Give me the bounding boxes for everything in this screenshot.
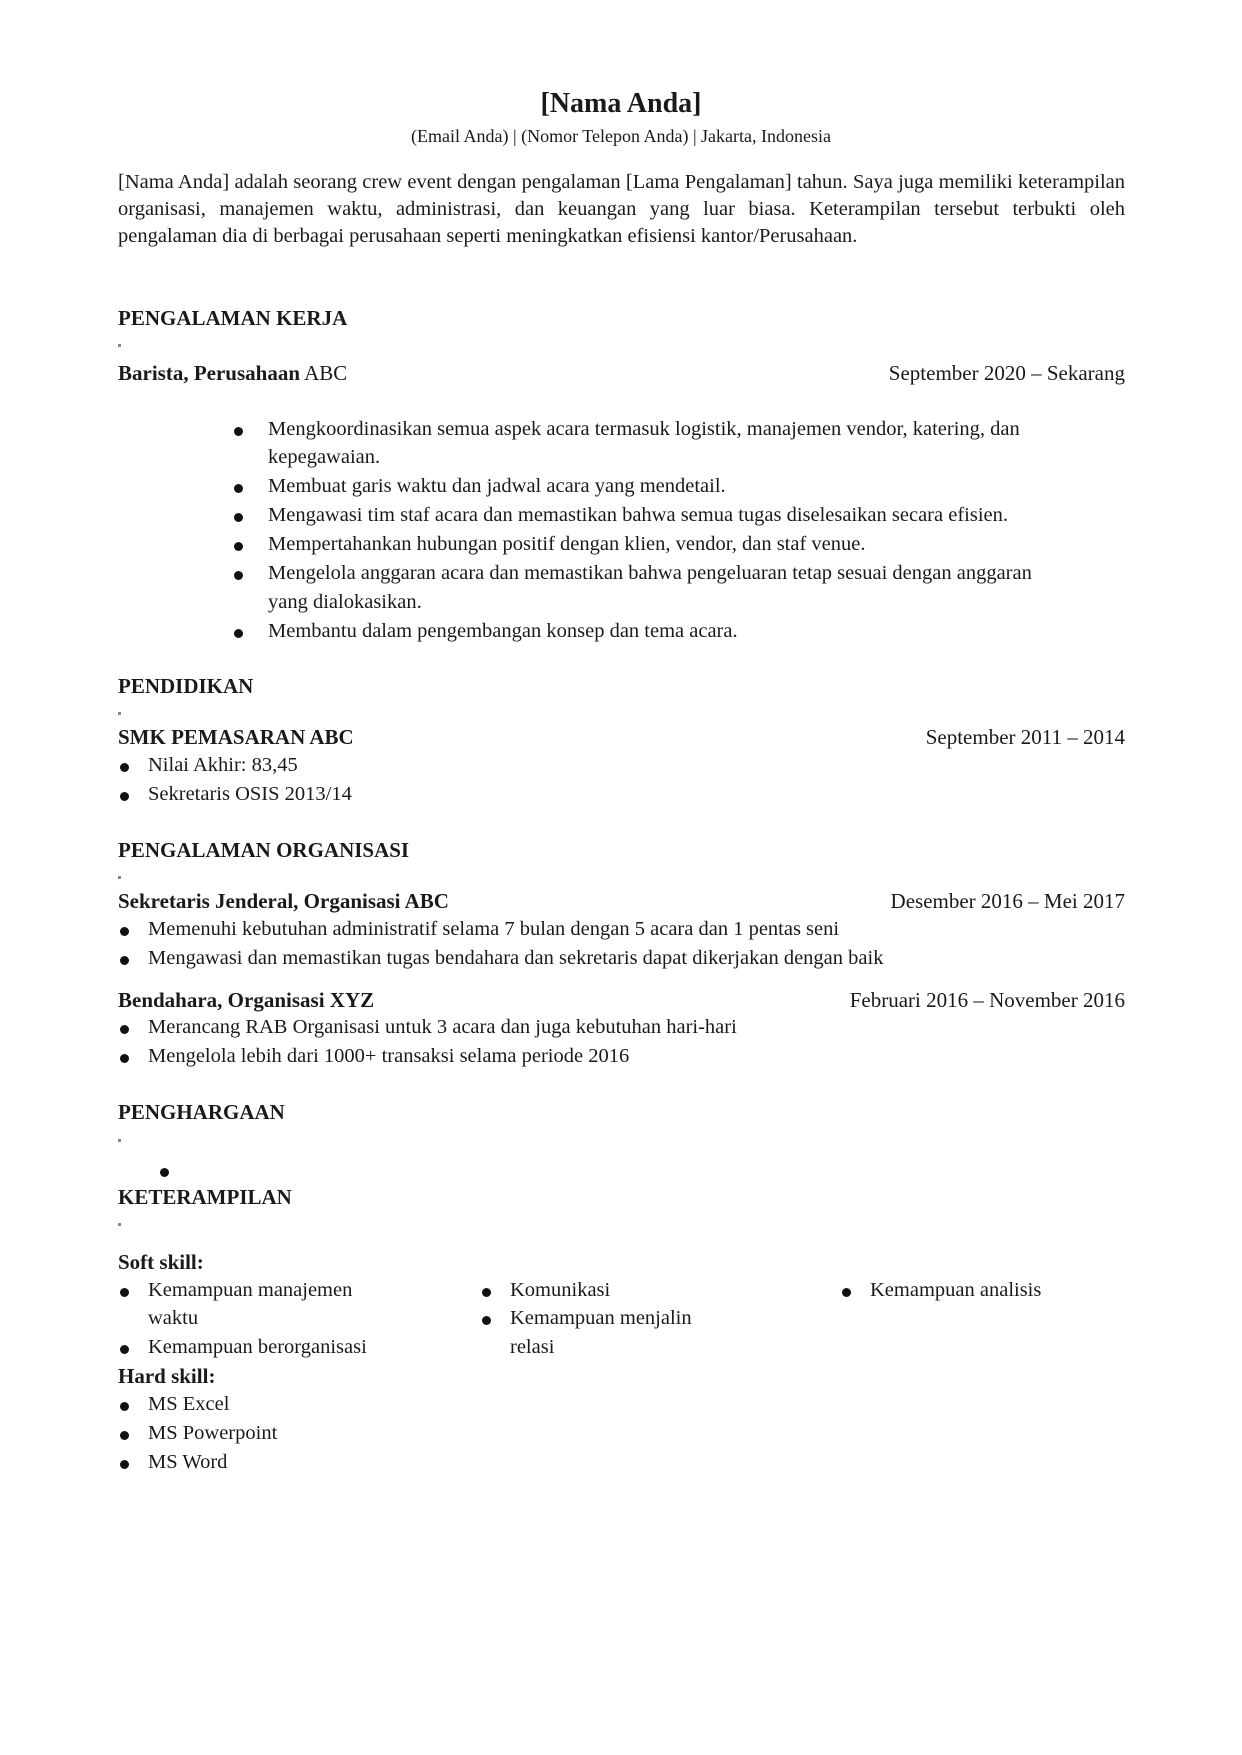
- job-role-bold: Barista, Perusahaan: [118, 361, 301, 385]
- bullet-icon: [120, 1431, 129, 1440]
- hard-skill-label: Hard skill:: [118, 1364, 216, 1388]
- bullet-icon: [120, 792, 129, 801]
- org-dates: Desember 2016 – Mei 2017: [890, 889, 1125, 913]
- job-bullet: Mengawasi tim staf acara dan memastikan bahwa semua tugas diselesaikan secara efisien.: [268, 504, 1008, 526]
- job-bullet: Mengkoordinasikan semua aspek acara termasuk logistik, manajemen vendor, katering, dan: [268, 418, 1020, 440]
- contact-line: (Email Anda) | (Nomor Telepon Anda) | Jakarta, Indonesia: [411, 126, 831, 146]
- hard-skill-item: MS Word: [148, 1451, 228, 1473]
- bullet-icon: [120, 1025, 129, 1034]
- education-bullet: Sekretaris OSIS 2013/14: [148, 783, 352, 805]
- bullet-icon: [482, 1288, 491, 1297]
- bullet-icon: [120, 1288, 129, 1297]
- hard-skill-item: MS Powerpoint: [148, 1422, 278, 1444]
- empty-bullet-icon: [160, 1168, 169, 1177]
- bullet-icon: [120, 1345, 129, 1354]
- section-marker: [118, 712, 121, 715]
- org-role: Sekretaris Jenderal, Organisasi ABC: [118, 889, 449, 913]
- bullet-icon: [234, 513, 243, 522]
- job-role-company: ABC: [300, 361, 348, 385]
- bullet-icon: [234, 571, 243, 580]
- org-bullet: Mengawasi dan memastikan tugas bendahara dan sekretaris dapat dikerjakan dengan baik: [148, 947, 884, 969]
- org-entry-header: [118, 988, 1125, 1013]
- job-role: [118, 361, 347, 386]
- soft-skill-item: Komunikasi: [510, 1279, 611, 1301]
- bullet-icon: [120, 956, 129, 965]
- bullet-icon: [234, 629, 243, 638]
- job-bullet-continuation: kepegawaian.: [268, 446, 381, 468]
- job-bullet: Mempertahankan hubungan positif dengan klien, vendor, dan staf venue.: [268, 533, 866, 555]
- bullet-icon: [482, 1316, 491, 1325]
- bullet-icon: [842, 1288, 851, 1297]
- job-bullet: Membuat garis waktu dan jadwal acara yang mendetail.: [268, 475, 726, 497]
- org-bullet: Mengelola lebih dari 1000+ transaksi selama periode 2016: [148, 1045, 630, 1067]
- education-bullet: Nilai Akhir: 83,45: [148, 754, 298, 776]
- org-dates: Februari 2016 – November 2016: [849, 988, 1125, 1012]
- section-marker: [118, 876, 121, 879]
- bullet-icon: [234, 484, 243, 493]
- section-heading-skills: KETERAMPILAN: [118, 1185, 292, 1209]
- bullet-icon: [120, 1460, 129, 1469]
- job-bullet: Mengelola anggaran acara dan memastikan bahwa pengeluaran tetap sesuai dengan anggaran: [268, 562, 1032, 584]
- soft-skill-item: Kemampuan menjalin: [510, 1307, 692, 1329]
- section-heading-work: PENGALAMAN KERJA: [118, 306, 348, 330]
- org-bullet: Memenuhi kebutuhan administratif selama 7 bulan dengan 5 acara dan 1 pentas seni: [148, 918, 840, 940]
- job-bullet: Membantu dalam pengembangan konsep dan tema acara.: [268, 620, 738, 642]
- bullet-icon: [120, 1402, 129, 1411]
- soft-skill-label: Soft skill:: [118, 1250, 204, 1274]
- soft-skill-item-continuation: relasi: [510, 1336, 555, 1358]
- bullet-icon: [120, 927, 129, 936]
- bullet-icon: [120, 763, 129, 772]
- education-header: [118, 725, 1125, 750]
- profile-summary: [Nama Anda] adalah seorang crew event dengan pengalaman [Lama Pengalaman] tahun. Saya juga memiliki keterampilan organisasi, manajemen waktu, administrasi, dan keuangan yang luar biasa. Keterampilan tersebut terbukti oleh pengalaman dia di berbagai perusahaan seperti meningkatkan efisiensi kantor/Perusahaan.: [118, 171, 1125, 247]
- bullet-icon: [120, 1054, 129, 1063]
- section-marker: [118, 344, 121, 347]
- section-heading-education: PENDIDIKAN: [118, 674, 254, 698]
- section-heading-awards: PENGHARGAAN: [118, 1100, 285, 1124]
- org-bullet: Merancang RAB Organisasi untuk 3 acara dan juga kebutuhan hari-hari: [148, 1016, 737, 1038]
- soft-skill-item: Kemampuan manajemen: [148, 1279, 353, 1301]
- bullet-icon: [234, 542, 243, 551]
- education-dates: September 2011 – 2014: [925, 725, 1125, 749]
- candidate-name: [Nama Anda]: [540, 88, 702, 119]
- school-name: SMK PEMASARAN ABC: [118, 725, 354, 749]
- org-entry-header: [118, 889, 1125, 914]
- section-heading-organization: PENGALAMAN ORGANISASI: [118, 838, 410, 862]
- soft-skill-item: Kemampuan analisis: [870, 1279, 1042, 1301]
- soft-skill-item-continuation: waktu: [148, 1307, 199, 1329]
- job-header: [118, 361, 1125, 386]
- bullet-icon: [234, 427, 243, 436]
- section-marker: [118, 1223, 121, 1226]
- soft-skill-item: Kemampuan berorganisasi: [148, 1336, 367, 1358]
- org-role: Bendahara, Organisasi XYZ: [118, 988, 375, 1012]
- job-dates: September 2020 – Sekarang: [888, 361, 1125, 385]
- hard-skill-item: MS Excel: [148, 1393, 230, 1415]
- section-marker: [118, 1139, 121, 1142]
- job-bullet-continuation: yang dialokasikan.: [268, 591, 422, 613]
